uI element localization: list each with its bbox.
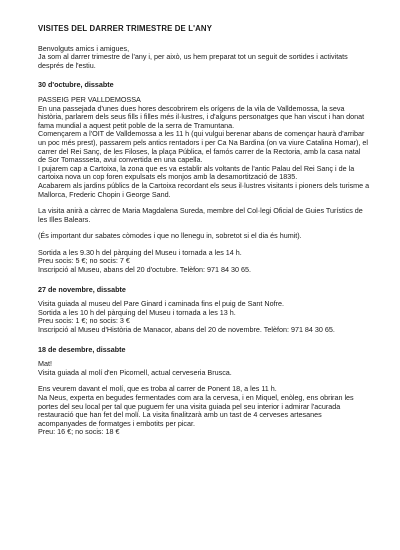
intro-greeting: Benvolguts amics i amigues,	[38, 43, 130, 53]
event-paragraph: I pujarem cap a Cartoixa, la zona que es va establir als voltants de l'antic Palau del Rei Sanç i de la cartoixa nova un cop foren expulsats els monjos amb la desamortització de 1835.	[38, 163, 355, 182]
event-registration: Inscripció al Museu d'Història de Manacor, abans del 20 de novembre. Telèfon: 971 84 30 65.	[38, 325, 335, 335]
intro-text: Ja som al darrer trimestre de l'any i, per això, us hem preparat tot un seguit de sortides i activitats després de l'estiu.	[38, 52, 348, 70]
event-paragraph: Ens veurem davant el molí, que es troba al carrer de Ponent 18, a les 11 h.	[38, 384, 277, 394]
event-price: Preu socis: 5 €; no socis: 7 €	[38, 256, 130, 266]
event-date: 27 de novembre, dissabte	[38, 284, 126, 294]
event-price: Preu socis: 1 €; no socis: 3 €	[38, 316, 130, 326]
event-guide: La visita anirà a càrrec de Maria Magdalena Sureda, membre del Col·legi Oficial de Guies Turístics de les Illes Balears.	[38, 206, 363, 224]
event-detail: Sortida a les 10 h del pàrquing del Museu i tornada a les 13 h.	[38, 307, 236, 317]
event-detail: Sortida a les 9.30 h del pàrquing del Museu i tornada a les 14 h.	[38, 247, 242, 257]
event-paragraph: Na Neus, experta en begudes fermentades com ara la cervesa, i en Miquel, enòleg, ens obriran les portes del seu local per tal que puguem fer una visita guiada pel seu interior i admirar l'acurada restauració que han fet del molí. La visita finalitzarà amb un tast de 4 cerveses artesanes acompanyades de formatges i embotits per picar.	[38, 393, 354, 428]
event-detail: Visita guiada al museu del Pare Ginard i caminada fins el puig de Sant Nofre.	[38, 299, 284, 309]
event-date: 30 d'octubre, dissabte	[38, 80, 114, 90]
event-paragraph: Començarem a l'OIT de Valldemossa a les 11 h (qui vulgui berenar abans de començar haurà d'arribar un poc més prest), passarem pels antics rentadors i per Ca Na Bardina (on va viure Catalina Homar), el carrer del Rei Sanç, de les Filoses, la plaça Pública, el famós carrer de la Rectoria, amb la casa natal de Sor Tomassseta, avui convertida en una capella.	[38, 129, 368, 165]
event-date: 18 de desembre, dissabte	[38, 344, 126, 354]
event-note: (És important dur sabates còmodes i que no llenegu in, sobretot si el dia és humit).	[38, 231, 302, 241]
event-heading: PASSEIG PER VALLDEMOSSA	[38, 94, 141, 104]
event-paragraph: Acabarem als jardins públics de la Cartoixa recordant els seus il·lustres visitants i pioners dels turisme a Mallorca, Frederic Chopin i George Sand.	[38, 180, 370, 199]
event-detail: Visita guiada al molí d'en Picornell, actual cerveseria Brusca.	[38, 367, 232, 377]
event-detail: Mat!	[38, 359, 52, 369]
event-price: Preu: 16 €; no socis: 18 €	[38, 427, 120, 437]
event-paragraph: En una passejada d'unes dues hores descobrirem els orígens de la vila de Valldemossa, la seva història, parlarem dels seus fills i filles més il·lustres, i d'alguns personatges que han viscut i han donat fama mundial a aquest petit poble de la serra de Tramuntana.	[38, 103, 365, 130]
page-title: VISITES DEL DARRER TRIMESTRE DE L'ANY	[38, 24, 213, 33]
event-registration: Inscripció al Museu, abans del 20 d'octubre. Telèfon: 971 84 30 65.	[38, 265, 252, 275]
